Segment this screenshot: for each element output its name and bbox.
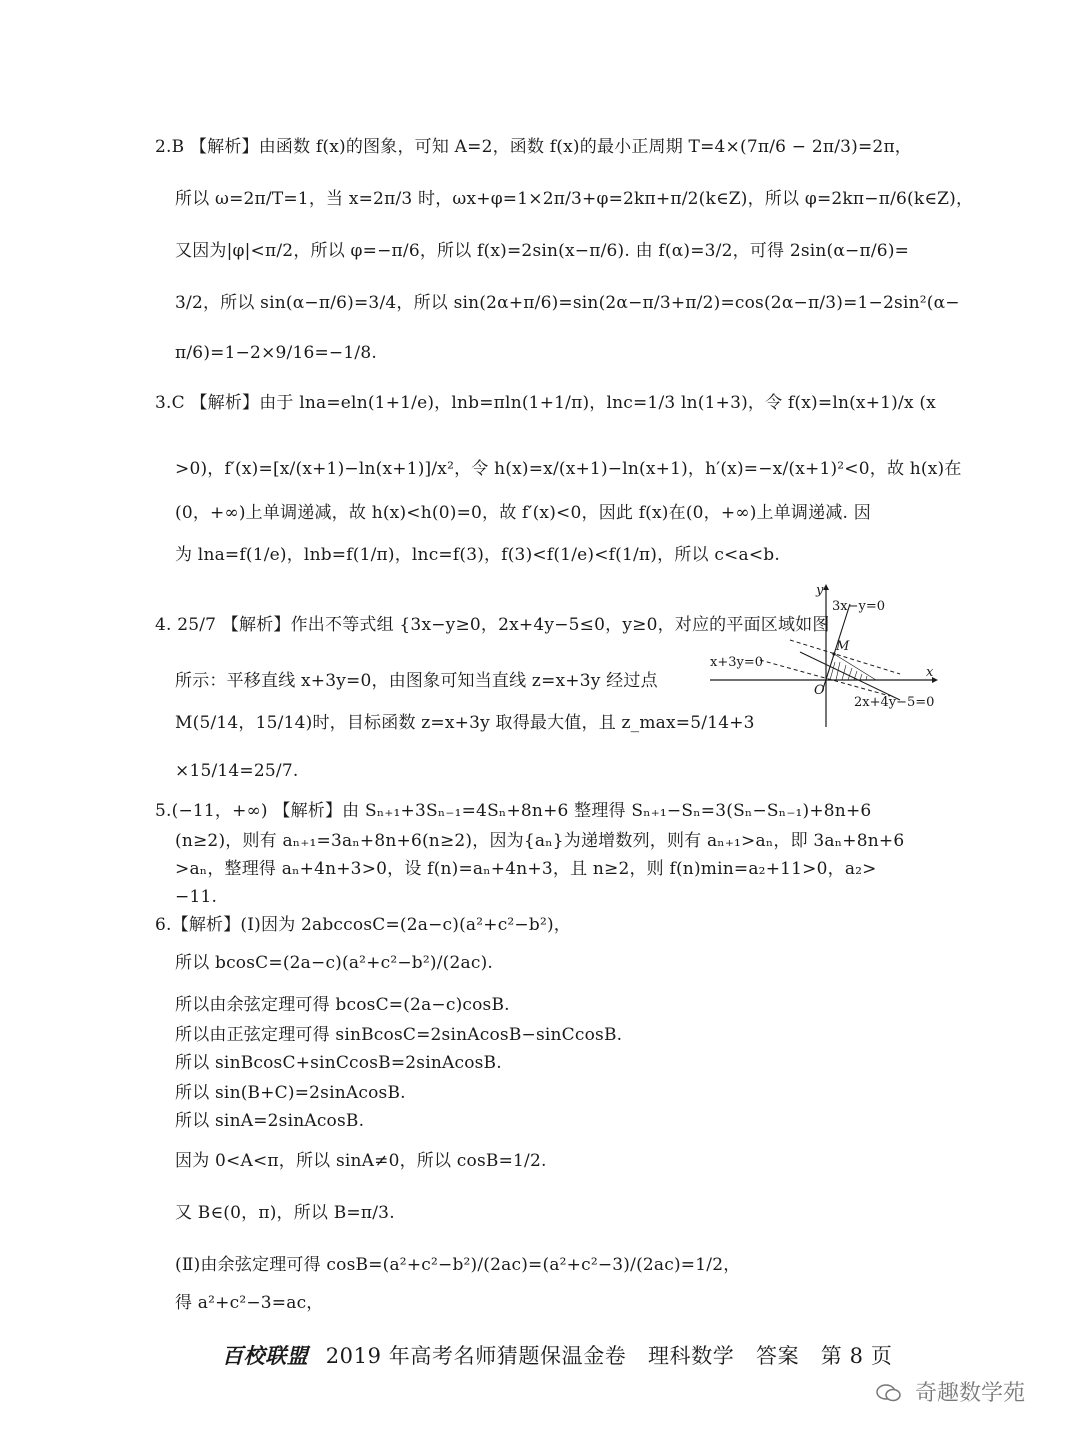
origin-label: O [814, 683, 825, 698]
page-footer [222, 1340, 893, 1370]
text-line: 所以 ω=2π/T=1，当 x=2π/3 时，ωx+φ=1×2π/3+φ=2kπ+π/2(k∈Z)，所以 φ=2kπ−π/6(k∈Z)， [175, 189, 974, 209]
y-axis-label: y [816, 583, 824, 598]
point-m-label: M [836, 639, 850, 654]
x-axis-label: x [926, 665, 934, 680]
footer-text: 2019 年高考名师猜题保温金卷 理科数学 答案 第 8 页 [325, 1344, 893, 1368]
text-line: π/6)=1−2×9/16=−1/8. [175, 343, 377, 363]
text-line: >0)，f′(x)=[x/(x+1)−ln(x+1)]/x²，令 h(x)=x/(x+1)−ln(x+1)，h′(x)=−x/(x+1)²<0，故 h(x)在 [175, 459, 962, 479]
chat-bubble-icon [876, 1383, 902, 1403]
watermark-text: 奇趣数学苑 [915, 1381, 1026, 1406]
text-line: 所以 sinA=2sinAcosB. [175, 1111, 365, 1131]
text-line: 所示：平移直线 x+3y=0，由图象可知当直线 z=x+3y 经过点 [175, 671, 658, 691]
text-line: 5.(−11，+∞) 【解析】由 Sₙ₊₁+3Sₙ₋₁=4Sₙ+8n+6 整理得 Sₙ₊₁−Sₙ=3(Sₙ−Sₙ₋₁)+8n+6 [155, 801, 872, 821]
text-line: 又因为|φ|<π/2，所以 φ=−π/6，所以 f(x)=2sin(x−π/6). 由 f(α)=3/2，可得 2sin(α−π/6)= [175, 241, 910, 261]
line3-label: 2x+4y−5=0 [854, 695, 935, 710]
text-line: 所以 sinBcosC+sinCcosB=2sinAcosB. [175, 1053, 502, 1073]
text-line: M(5/14，15/14)时，目标函数 z=x+3y 取得最大值，且 z_max=5/14+3 [175, 713, 755, 733]
text-line: (0，+∞)上单调递减，故 h(x)<h(0)=0，故 f′(x)<0，因此 f(x)在(0，+∞)上单调递减. 因 [175, 503, 871, 523]
text-line: 4. 25/7 【解析】作出不等式组 {3x−y≥0，2x+4y−5≤0，y≥0，对应的平面区域如图 [155, 615, 830, 635]
text-line: 所以 bcosC=(2a−c)(a²+c²−b²)/(2ac). [175, 953, 494, 973]
text-line: 所以 sin(B+C)=2sinAcosB. [175, 1083, 406, 1103]
text-line: (Ⅱ)由余弦定理可得 cosB=(a²+c²−b²)/(2ac)=(a²+c²−3)/(2ac)=1/2， [175, 1255, 741, 1275]
text-line: 得 a²+c²−3=ac， [175, 1293, 324, 1313]
text-line: 3/2，所以 sin(α−π/6)=3/4，所以 sin(2α+π/6)=sin(2α−π/3+π/2)=cos(2α−π/3)=1−2sin²(α− [175, 293, 960, 313]
text-line: 6.【解析】(Ⅰ)因为 2abccosC=(2a−c)(a²+c²−b²)， [155, 915, 572, 935]
text-line: (n≥2)，则有 aₙ₊₁=3aₙ+8n+6(n≥2)，因为{aₙ}为递增数列，则有 aₙ₊₁>aₙ，即 3aₙ+8n+6 [175, 831, 905, 851]
text-line: 所以由余弦定理可得 bcosC=(2a−c)cosB. [175, 995, 510, 1015]
line2-label: x+3y=0 [710, 655, 764, 670]
text-line: 所以由正弦定理可得 sinBcosC=2sinAcosB−sinCcosB. [175, 1025, 623, 1045]
text-line: 又 B∈(0，π)，所以 B=π/3. [175, 1203, 395, 1223]
line1-label: 3x−y=0 [832, 599, 886, 614]
text-line: −11. [175, 887, 218, 907]
text-line: ×15/14=25/7. [175, 761, 299, 781]
y-axis-arrow [823, 584, 829, 590]
text-line: 为 lna=f(1/e)，lnb=f(1/π)，lnc=f(3)，f(3)<f(1/e)<f(1/π)，所以 c<a<b. [175, 545, 780, 565]
text-line: 2.B 【解析】由函数 f(x)的图象，可知 A=2，函数 f(x)的最小正周期 T=4×(7π/6 − 2π/3)=2π， [155, 137, 913, 157]
text-line: >aₙ，整理得 aₙ+4n+3>0，设 f(n)=aₙ+4n+3，且 n≥2，则 f(n)min=a₂+11>0，a₂> [175, 859, 877, 879]
text-line: 因为 0<A<π，所以 sinA≠0，所以 cosB=1/2. [175, 1151, 547, 1171]
watermark [876, 1376, 1025, 1407]
feasible-region-graph [700, 582, 940, 732]
brand-name: 百校联盟 [222, 1343, 309, 1368]
text-line: 3.C 【解析】由于 lna=eln(1+1/e)，lnb=πln(1+1/π)，lnc=1/3 ln(1+3)，令 f(x)=ln(x+1)/x (x [155, 393, 936, 413]
